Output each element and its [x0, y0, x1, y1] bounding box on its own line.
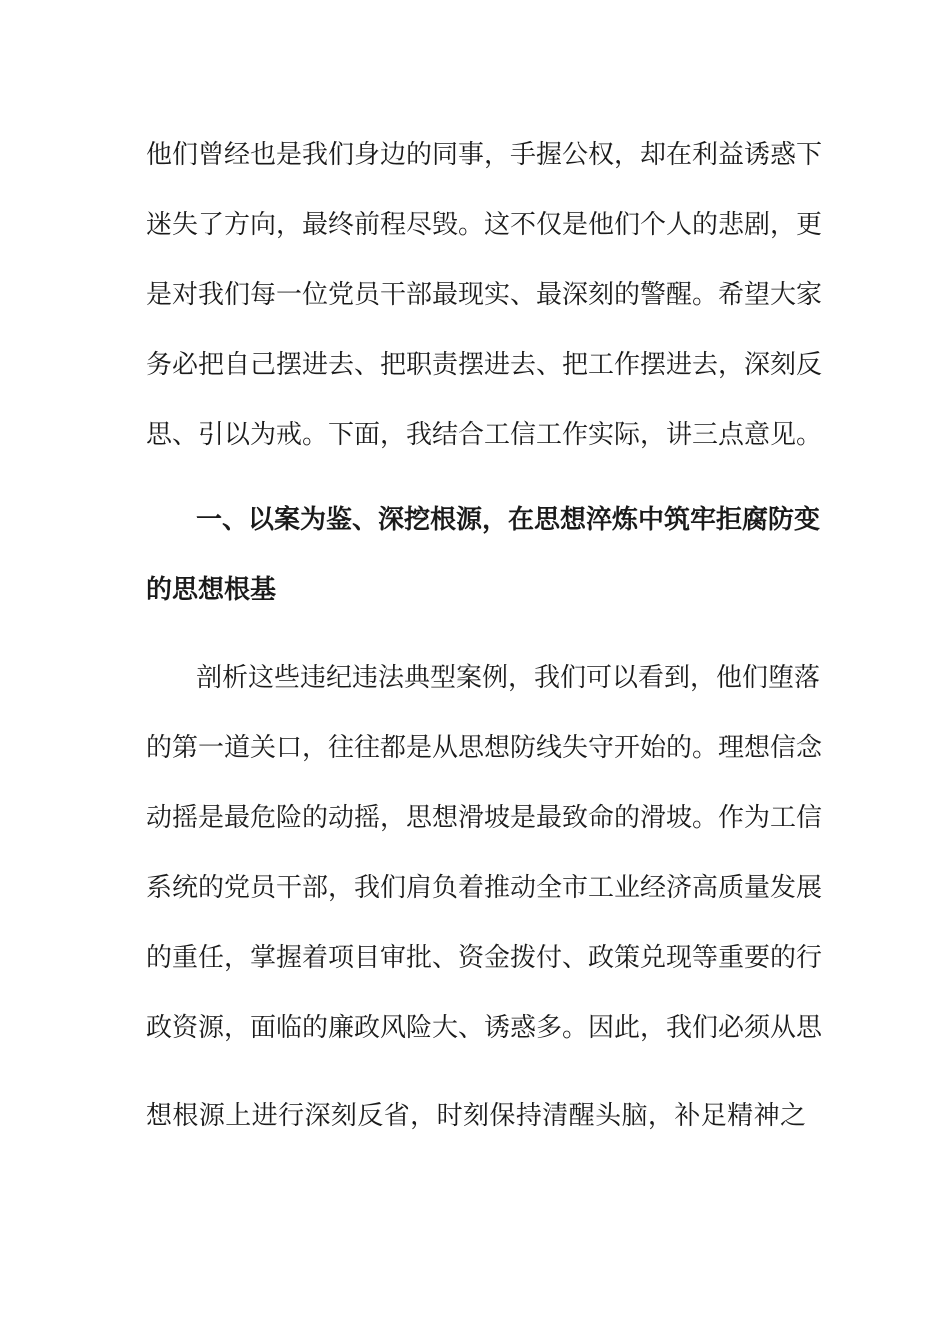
text-line: 动摇是最危险的动摇，思想滑坡是最致命的滑坡。作为工信	[146, 803, 823, 833]
text-line: 政资源，面临的廉政风险大、诱惑多。因此，我们必须从思	[146, 1013, 823, 1043]
text-line: 思、引以为戒。下面，我结合工信工作实际，讲三点意见。	[146, 420, 823, 450]
heading-line: 一、以案为鉴、深挖根源，在思想淬炼中筑牢拒腐防变	[196, 505, 821, 535]
text-line: 务必把自己摆进去、把职责摆进去、把工作摆进去，深刻反	[146, 350, 823, 380]
text-line: 系统的党员干部，我们肩负着推动全市工业经济高质量发展	[146, 873, 823, 903]
text-line: 是对我们每一位党员干部最现实、最深刻的警醒。希望大家	[146, 280, 823, 310]
text-line: 迷失了方向，最终前程尽毁。这不仅是他们个人的悲剧，更	[146, 210, 823, 240]
text-line: 剖析这些违纪违法典型案例，我们可以看到，他们堕落	[196, 663, 821, 693]
text-line: 他们曾经也是我们身边的同事，手握公权，却在利益诱惑下	[146, 140, 823, 170]
heading-line: 的思想根基	[146, 575, 277, 605]
text-line: 想根源上进行深刻反省，时刻保持清醒头脑，补足精神之	[146, 1101, 806, 1131]
text-line: 的重任，掌握着项目审批、资金拨付、政策兑现等重要的行	[146, 943, 823, 973]
text-line: 的第一道关口，往往都是从思想防线失守开始的。理想信念	[146, 733, 823, 763]
